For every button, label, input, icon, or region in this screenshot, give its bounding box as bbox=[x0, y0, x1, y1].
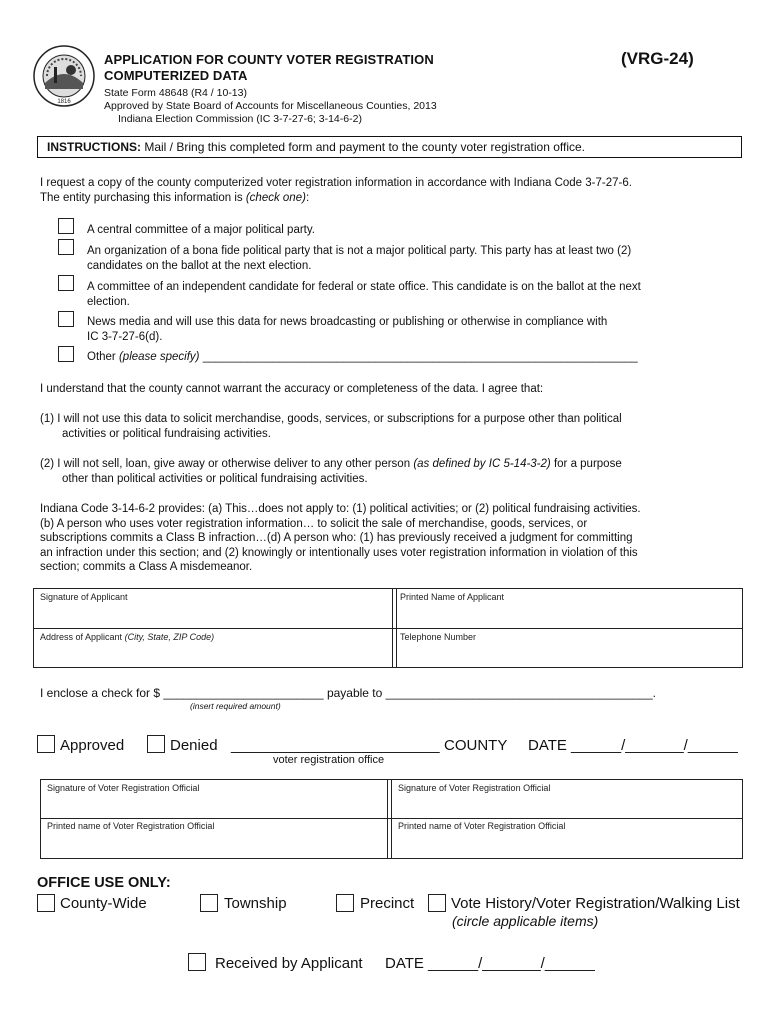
check-amount-field[interactable]: ________________________ bbox=[163, 686, 324, 700]
payee-field[interactable]: ________________________________________. bbox=[385, 686, 656, 700]
vote-history-label: Vote History/Voter Registration/Walking List bbox=[451, 895, 740, 912]
instructions-box bbox=[37, 136, 742, 158]
seal-year: 1816 bbox=[57, 99, 71, 105]
official-signature-left[interactable]: Signature of Voter Registration Official bbox=[47, 783, 200, 793]
checkbox-county-wide[interactable] bbox=[37, 894, 55, 912]
applicant-printed-name-field[interactable]: Printed Name of Applicant bbox=[400, 592, 505, 602]
applicant-address-field[interactable]: Address of Applicant (City, State, ZIP Code) bbox=[40, 632, 215, 642]
approval-date-field[interactable]: DATE ______/_______/______ bbox=[528, 737, 738, 754]
option-central-committee: A central committee of a major political party. bbox=[87, 224, 315, 236]
county-name-field[interactable]: _________________________ bbox=[231, 737, 440, 754]
instructions-label: INSTRUCTIONS: bbox=[47, 140, 141, 154]
applicant-signature-field[interactable]: Signature of Applicant bbox=[40, 592, 128, 602]
applicant-table-divider bbox=[33, 628, 743, 629]
amount-note: (insert required amount) bbox=[190, 701, 281, 711]
indiana-code-text: Indiana Code 3-14-6-2 provides: (a) This…does not apply to: (1) political activities; or (2) political fundraising activities. (b) A person who uses voter registration information… to solicit the sale of merchandise, goods, services, or subscriptions commits a Class B infraction…(d) A person who: (1) has previously received a judgment for committing an infraction under this section; and (2) knowingly or intentionally uses voter registration information in violation of this section; commits a Class A misdemeanor. bbox=[40, 503, 641, 573]
approval-note: Approved by State Board of Accounts for Miscellaneous Counties, 2013 bbox=[104, 100, 437, 112]
county-wide-label: County-Wide bbox=[60, 895, 147, 912]
denied-label: Denied bbox=[170, 737, 218, 754]
option-independent-candidate: A committee of an independent candidate for federal or state office. This candidate is on the ballot at the next election. bbox=[87, 281, 641, 308]
checkbox-other[interactable] bbox=[58, 346, 74, 362]
indiana-state-seal bbox=[33, 45, 95, 107]
form-title bbox=[104, 52, 434, 84]
checkbox-news-media[interactable] bbox=[58, 311, 74, 327]
option-minor-party: An organization of a bona fide political party that is not a major political party. This party has at least two (2) candidates on the ballot at the next election. bbox=[87, 245, 632, 272]
request-line1: I request a copy of the county computerized voter registration information in accordance with Indiana Code 3-7-27-6. bbox=[40, 177, 632, 189]
form-title-line1: APPLICATION FOR COUNTY VOTER REGISTRATION bbox=[104, 52, 434, 67]
checkbox-vote-history[interactable] bbox=[428, 894, 446, 912]
official-signature-right[interactable]: Signature of Voter Registration Official bbox=[398, 783, 551, 793]
checkbox-independent-candidate[interactable] bbox=[58, 275, 74, 291]
checkbox-minor-party[interactable] bbox=[58, 239, 74, 255]
received-date-field[interactable]: DATE ______/_______/______ bbox=[385, 955, 595, 972]
checkbox-township[interactable] bbox=[200, 894, 218, 912]
payment-line: I enclose a check for $ ________________________ payable to ________________________________________. bbox=[40, 686, 656, 700]
other-specify-field[interactable]: ____________________________________________________________________ bbox=[202, 351, 638, 363]
township-label: Township bbox=[224, 895, 287, 912]
checkbox-received-by-applicant[interactable] bbox=[188, 953, 206, 971]
commission-note: Indiana Election Commission (IC 3-7-27-6; 3-14-6-2) bbox=[118, 113, 362, 125]
checkbox-approved[interactable] bbox=[37, 735, 55, 753]
office-caption: voter registration office bbox=[273, 754, 385, 766]
form-code: (VRG-24) bbox=[621, 49, 694, 68]
checkbox-denied[interactable] bbox=[147, 735, 165, 753]
official-printed-name-right[interactable]: Printed name of Voter Registration Official bbox=[398, 821, 566, 831]
precinct-label: Precinct bbox=[360, 895, 415, 912]
office-use-heading: OFFICE USE ONLY: bbox=[37, 875, 171, 891]
agreement-intro: I understand that the county cannot warrant the accuracy or completeness of the data. I agree that: bbox=[40, 383, 544, 395]
option-news-media: News media and will use this data for news broadcasting or publishing or otherwise in compliance with IC 3-7-27-6(d). bbox=[87, 316, 608, 343]
form-title-line2: COMPUTERIZED DATA bbox=[104, 68, 248, 83]
option-other: Other (please specify) ____________________________________________________________________ bbox=[87, 351, 638, 363]
applicant-table-vdivider bbox=[392, 588, 393, 668]
official-printed-name-left[interactable]: Printed name of Voter Registration Official bbox=[47, 821, 215, 831]
applicant-telephone-field[interactable]: Telephone Number bbox=[400, 632, 477, 642]
instructions-text: Mail / Bring this completed form and payment to the county voter registration office. bbox=[144, 140, 586, 154]
checkbox-precinct[interactable] bbox=[336, 894, 354, 912]
request-statement bbox=[40, 176, 632, 205]
received-label: Received by Applicant bbox=[215, 955, 363, 972]
state-form-number: State Form 48648 (R4 / 10-13) bbox=[104, 87, 247, 99]
county-label: COUNTY bbox=[444, 737, 508, 754]
agreement-item-1: (1) I will not use this data to solicit merchandise, goods, services, or subscriptions for a purpose other than political activities or political fundraising activities. bbox=[40, 413, 622, 440]
circle-note: (circle applicable items) bbox=[452, 913, 599, 929]
request-line2: The entity purchasing this information is (check one): bbox=[40, 191, 310, 204]
checkbox-central-committee[interactable] bbox=[58, 218, 74, 234]
agreement-item-2: (2) I will not sell, loan, give away or otherwise deliver to any other person (as defined by IC 5-14-3-2) for a purpose other than political activities or political fundraising activities. bbox=[40, 458, 622, 485]
approved-label: Approved bbox=[60, 737, 125, 754]
